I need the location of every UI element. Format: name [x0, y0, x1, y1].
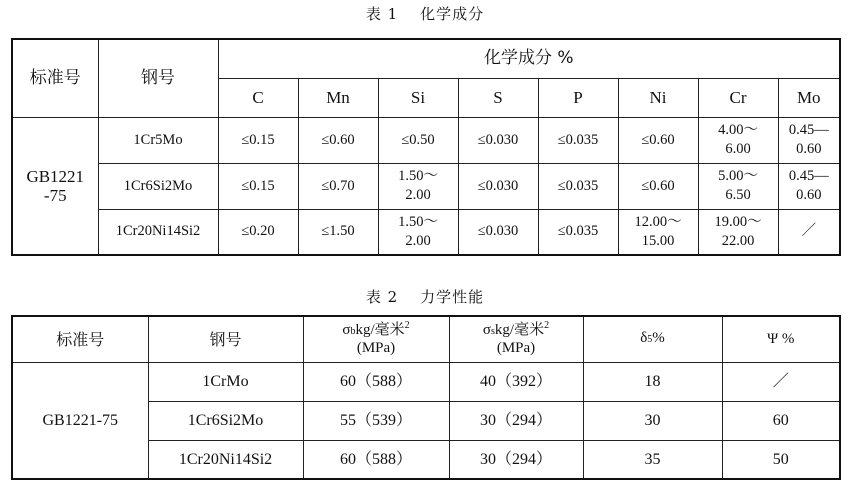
composition-cell [298, 209, 378, 255]
composition-value: 0.60 [796, 141, 822, 157]
table1-caption-title: 化学成分 [420, 5, 485, 23]
header-grade: 钢号 [98, 39, 218, 117]
header-element: Mo [778, 78, 840, 117]
header-reduction-of-area: Ψ % [722, 316, 840, 362]
composition-cell [618, 209, 698, 255]
composition-value: 5.00～ [718, 168, 758, 184]
composition-value: 2.00 [405, 232, 431, 249]
composition-value: ≤0.60 [641, 131, 675, 148]
composition-value: ≤0.030 [477, 223, 519, 240]
unit-label: kg/毫米 [494, 321, 545, 338]
grade-cell: 1Cr20Ni14Si2 [148, 440, 303, 479]
header-element: Si [378, 78, 458, 117]
composition-value: 15.00 [641, 232, 675, 249]
composition-value: 19.00～ [714, 213, 762, 230]
composition-value: ≤0.60 [641, 177, 675, 194]
chemical-composition-table [11, 38, 841, 256]
composition-value: 4.00～ [718, 122, 758, 138]
composition-value: ≤0.030 [477, 131, 519, 148]
composition-cell [298, 163, 378, 209]
header-yield-strength [449, 316, 583, 362]
grade-cell: 1Cr6Si2Mo [148, 401, 303, 440]
composition-cell [218, 163, 298, 209]
composition-cell [698, 117, 778, 163]
header-element: P [538, 78, 618, 117]
composition-value: ≤0.60 [321, 131, 355, 148]
sigma-symbol: σ [482, 321, 491, 338]
composition-value: ≤0.70 [321, 177, 355, 194]
header-grade: 钢号 [148, 316, 303, 362]
tensile-strength-cell: 55（539） [303, 401, 449, 440]
header-element: C [218, 78, 298, 117]
table-row [12, 362, 840, 401]
composition-value: ≤0.15 [241, 131, 275, 148]
sigma-subscript: b [350, 325, 356, 337]
header-standard: 标准号 [12, 316, 148, 362]
header-tensile-strength [303, 316, 449, 362]
composition-value: 12.00～ [634, 213, 682, 230]
unit-superscript: 2 [544, 319, 550, 331]
elongation-cell: 35 [583, 440, 722, 479]
composition-value: 2.00 [405, 187, 431, 203]
composition-value: ≤0.030 [477, 177, 519, 194]
composition-cell [778, 209, 840, 255]
composition-cell [458, 209, 538, 255]
reduction-of-area-cell: 50 [722, 440, 840, 479]
composition-value: 6.50 [725, 187, 751, 203]
grade-cell: 1Cr5Mo [98, 117, 218, 163]
composition-cell [218, 209, 298, 255]
mechanical-properties-table [11, 315, 841, 480]
grade-cell: 1CrMo [148, 362, 303, 401]
elongation-cell: 18 [583, 362, 722, 401]
tensile-strength-cell: 60（588） [303, 440, 449, 479]
table-row [12, 209, 840, 255]
grade-cell: 1Cr6Si2Mo [98, 163, 218, 209]
composition-value: ≤0.50 [401, 131, 435, 148]
composition-value: ≤0.20 [241, 223, 275, 240]
composition-cell [218, 117, 298, 163]
elongation-cell: 30 [583, 401, 722, 440]
composition-value: 22.00 [721, 232, 755, 249]
header-element: Mn [298, 78, 378, 117]
reduction-of-area-cell: ／ [722, 362, 840, 401]
delta-symbol: δ [640, 330, 648, 347]
delta-subscript: 5 [647, 334, 653, 346]
composition-cell [298, 117, 378, 163]
composition-value: ≤1.50 [321, 223, 355, 240]
composition-cell [538, 117, 618, 163]
mpa-label: (MPa) [496, 339, 536, 356]
composition-cell [538, 209, 618, 255]
reduction-of-area-cell: 60 [722, 401, 840, 440]
yield-strength-cell: 30（294） [449, 440, 583, 479]
composition-value: 0.45— [788, 168, 829, 184]
standard-number-line: GB1221 [26, 166, 85, 186]
header-element: S [458, 78, 538, 117]
tensile-strength-cell: 60（588） [303, 362, 449, 401]
sigma-symbol: σ [342, 321, 351, 338]
composition-cell [778, 163, 840, 209]
header-element: Cr [698, 78, 778, 117]
standard-number-cell: GB1221-75 [12, 362, 148, 479]
yield-strength-cell: 30（294） [449, 401, 583, 440]
composition-value: ≤0.035 [557, 177, 599, 194]
unit-label: kg/毫米 [355, 321, 405, 338]
table1-caption-number: 表 1 [365, 5, 399, 23]
table2-caption-number: 表 2 [365, 288, 399, 306]
composition-cell [698, 209, 778, 255]
grade-cell: 1Cr20Ni14Si2 [98, 209, 218, 255]
composition-cell [778, 117, 840, 163]
composition-cell [618, 163, 698, 209]
composition-cell [698, 163, 778, 209]
composition-cell [458, 117, 538, 163]
header-standard: 标准号 [12, 39, 98, 117]
composition-cell [458, 163, 538, 209]
composition-value: 1.50～ [398, 213, 438, 230]
percent-label: % [652, 330, 665, 347]
composition-cell [378, 209, 458, 255]
yield-strength-cell: 40（392） [449, 362, 583, 401]
composition-value: 6.00 [725, 141, 751, 157]
composition-cell [618, 117, 698, 163]
table1-caption [0, 3, 850, 24]
sigma-subscript: s [491, 325, 495, 337]
composition-cell [378, 163, 458, 209]
standard-number-cell [12, 117, 98, 255]
table-row [12, 117, 840, 163]
unit-superscript: 2 [404, 319, 410, 331]
composition-value: 1.50～ [398, 168, 438, 184]
composition-value: 0.45— [788, 122, 829, 138]
composition-value: ≤0.035 [557, 131, 599, 148]
header-element: Ni [618, 78, 698, 117]
table-row [12, 163, 840, 209]
standard-number-line: -75 [43, 185, 67, 205]
table2-caption [0, 286, 850, 307]
header-elongation [583, 316, 722, 362]
composition-value: ／ [801, 223, 816, 240]
composition-value: ≤0.035 [557, 223, 599, 240]
composition-cell [538, 163, 618, 209]
composition-cell [378, 117, 458, 163]
composition-value: 0.60 [796, 187, 822, 203]
composition-value: ≤0.15 [241, 177, 275, 194]
header-composition: 化学成分 % [218, 39, 840, 78]
mpa-label: (MPa) [356, 339, 396, 356]
table2-caption-title: 力学性能 [420, 288, 485, 306]
